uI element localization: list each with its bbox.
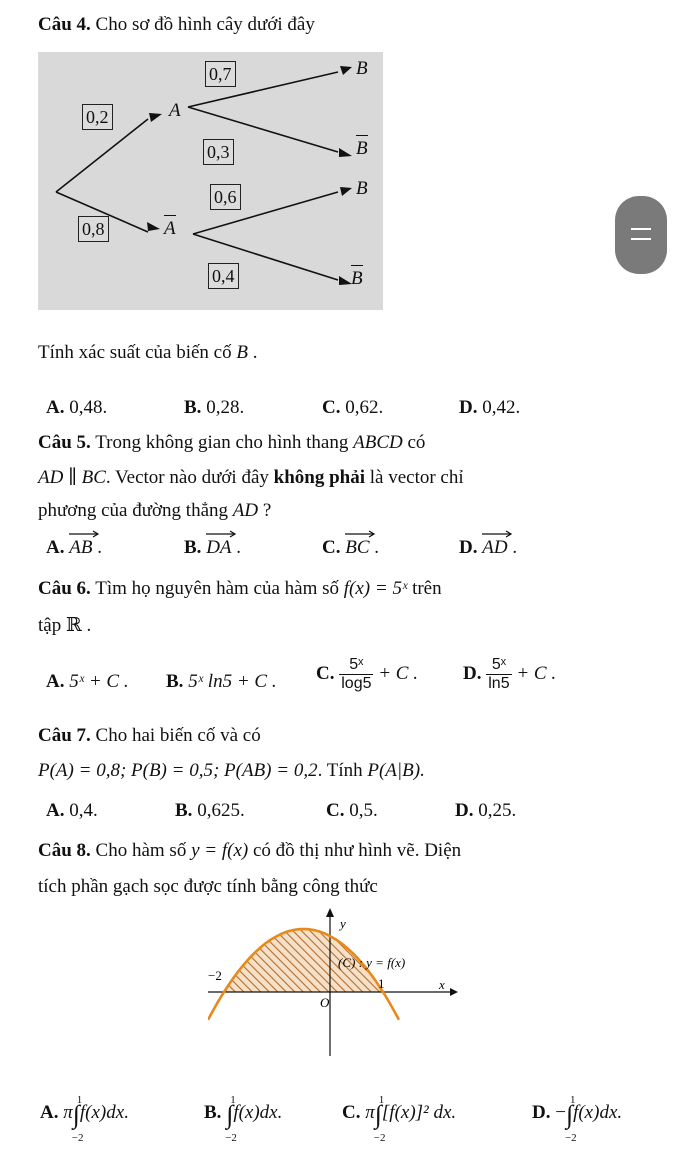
q7-line2: P(A) = 0,8; P(B) = 0,5; P(AB) = 0,2. Tính P(A|B). (38, 760, 425, 781)
tree-prob-b-given-nota: 0,6 (210, 184, 241, 210)
q6-option-b[interactable]: B. 5ˣ ln5 + C . (166, 671, 277, 692)
q8-line1: Câu 8. Cho hàm số y = f(x) có đồ thị như hình vẽ. Diện (38, 840, 462, 861)
q6-line2: tập ℝ . (38, 615, 92, 636)
q8-option-a[interactable]: A. π∫ 1 −2 f(x)dx. (40, 1094, 129, 1144)
q8-option-d[interactable]: D. −∫ 1 −2 f(x)dx. (532, 1094, 623, 1144)
q4-option-b[interactable]: B. 0,28. (184, 397, 245, 418)
y-axis-label: y (340, 916, 346, 931)
q7-option-b[interactable]: B. 0,625. (175, 800, 245, 821)
q5-option-b[interactable]: B. DA . (184, 537, 241, 559)
function-graph (208, 906, 458, 1056)
tree-node-nota: A (164, 218, 176, 240)
q5-option-d[interactable]: D. AD . (459, 537, 517, 559)
q6-option-d[interactable]: D. $\frac{\text{5ˣ}}{\ln 5}$ + C . (463, 656, 557, 692)
tree-node-b-1: B (356, 58, 368, 79)
tick-left: −2 (208, 968, 222, 983)
tree-prob-nota: 0,8 (78, 216, 109, 242)
q4-option-c[interactable]: C. 0,62. (322, 397, 384, 418)
q7-option-a[interactable]: A. 0,4. (46, 800, 98, 821)
q6-option-c[interactable]: C. $\frac{\text{5ˣ}}{\log 5}$ + C . (316, 656, 418, 692)
tree-node-a: A (169, 100, 181, 121)
q7-option-c[interactable]: C. 0,5. (326, 800, 378, 821)
tree-prob-notb-given-a: 0,3 (203, 139, 234, 165)
drag-handle[interactable] (615, 196, 667, 274)
q4-question: Tính xác suất của biến cố B . (38, 342, 258, 363)
q6-line1: Câu 6. Tìm họ nguyên hàm của hàm số f(x) = 5ˣ trên (38, 578, 442, 599)
x-axis-arrow (450, 988, 458, 996)
tree-node-notb-1: B (356, 138, 368, 160)
q5-option-a[interactable]: A. AB . (46, 537, 102, 559)
tree-node-b-2: B (356, 178, 368, 199)
x-axis-label: x (439, 977, 445, 992)
q4-label: Câu 4. (38, 14, 91, 35)
q4-option-a[interactable]: A. 0,48. (46, 397, 108, 418)
y-axis-arrow (326, 908, 334, 917)
q8-option-b[interactable]: B. ∫ 1 −2 f(x)dx. (204, 1094, 283, 1144)
q5-line2: AD ∥ BC. Vector nào dưới đây không phải là vector chỉ (38, 467, 464, 488)
q7-option-d[interactable]: D. 0,25. (455, 800, 517, 821)
q8-line2: tích phần gạch sọc được tính bằng công thức (38, 876, 378, 897)
tick-right: 1 (378, 976, 385, 991)
q6-option-a[interactable]: A. 5ˣ + C . (46, 671, 129, 692)
q4-text: Cho sơ đồ hình cây dưới đây (95, 14, 315, 35)
tree-prob-notb-given-nota: 0,4 (208, 263, 239, 289)
probability-tree (38, 52, 383, 310)
q4-option-d[interactable]: D. 0,42. (459, 397, 521, 418)
curve-label: (C) : y = f(x) (338, 955, 406, 970)
graph-svg (208, 906, 458, 1056)
tree-node-notb-2: B (351, 268, 363, 290)
q5-line3: phương của đường thẳng AD ? (38, 500, 272, 521)
origin-label: O (320, 995, 330, 1010)
tree-prob-b-given-a: 0,7 (205, 61, 236, 87)
q7-line1: Câu 7. Cho hai biến cố và có (38, 725, 261, 746)
q4-heading (38, 14, 315, 36)
q8-option-c[interactable]: C. π∫ 1 −2 [f(x)]² dx. (342, 1094, 457, 1144)
q5-option-c[interactable]: C. BC . (322, 537, 379, 559)
tree-prob-a: 0,2 (82, 104, 113, 130)
q5-line1: Câu 5. Trong không gian cho hình thang ABCD có (38, 432, 426, 453)
